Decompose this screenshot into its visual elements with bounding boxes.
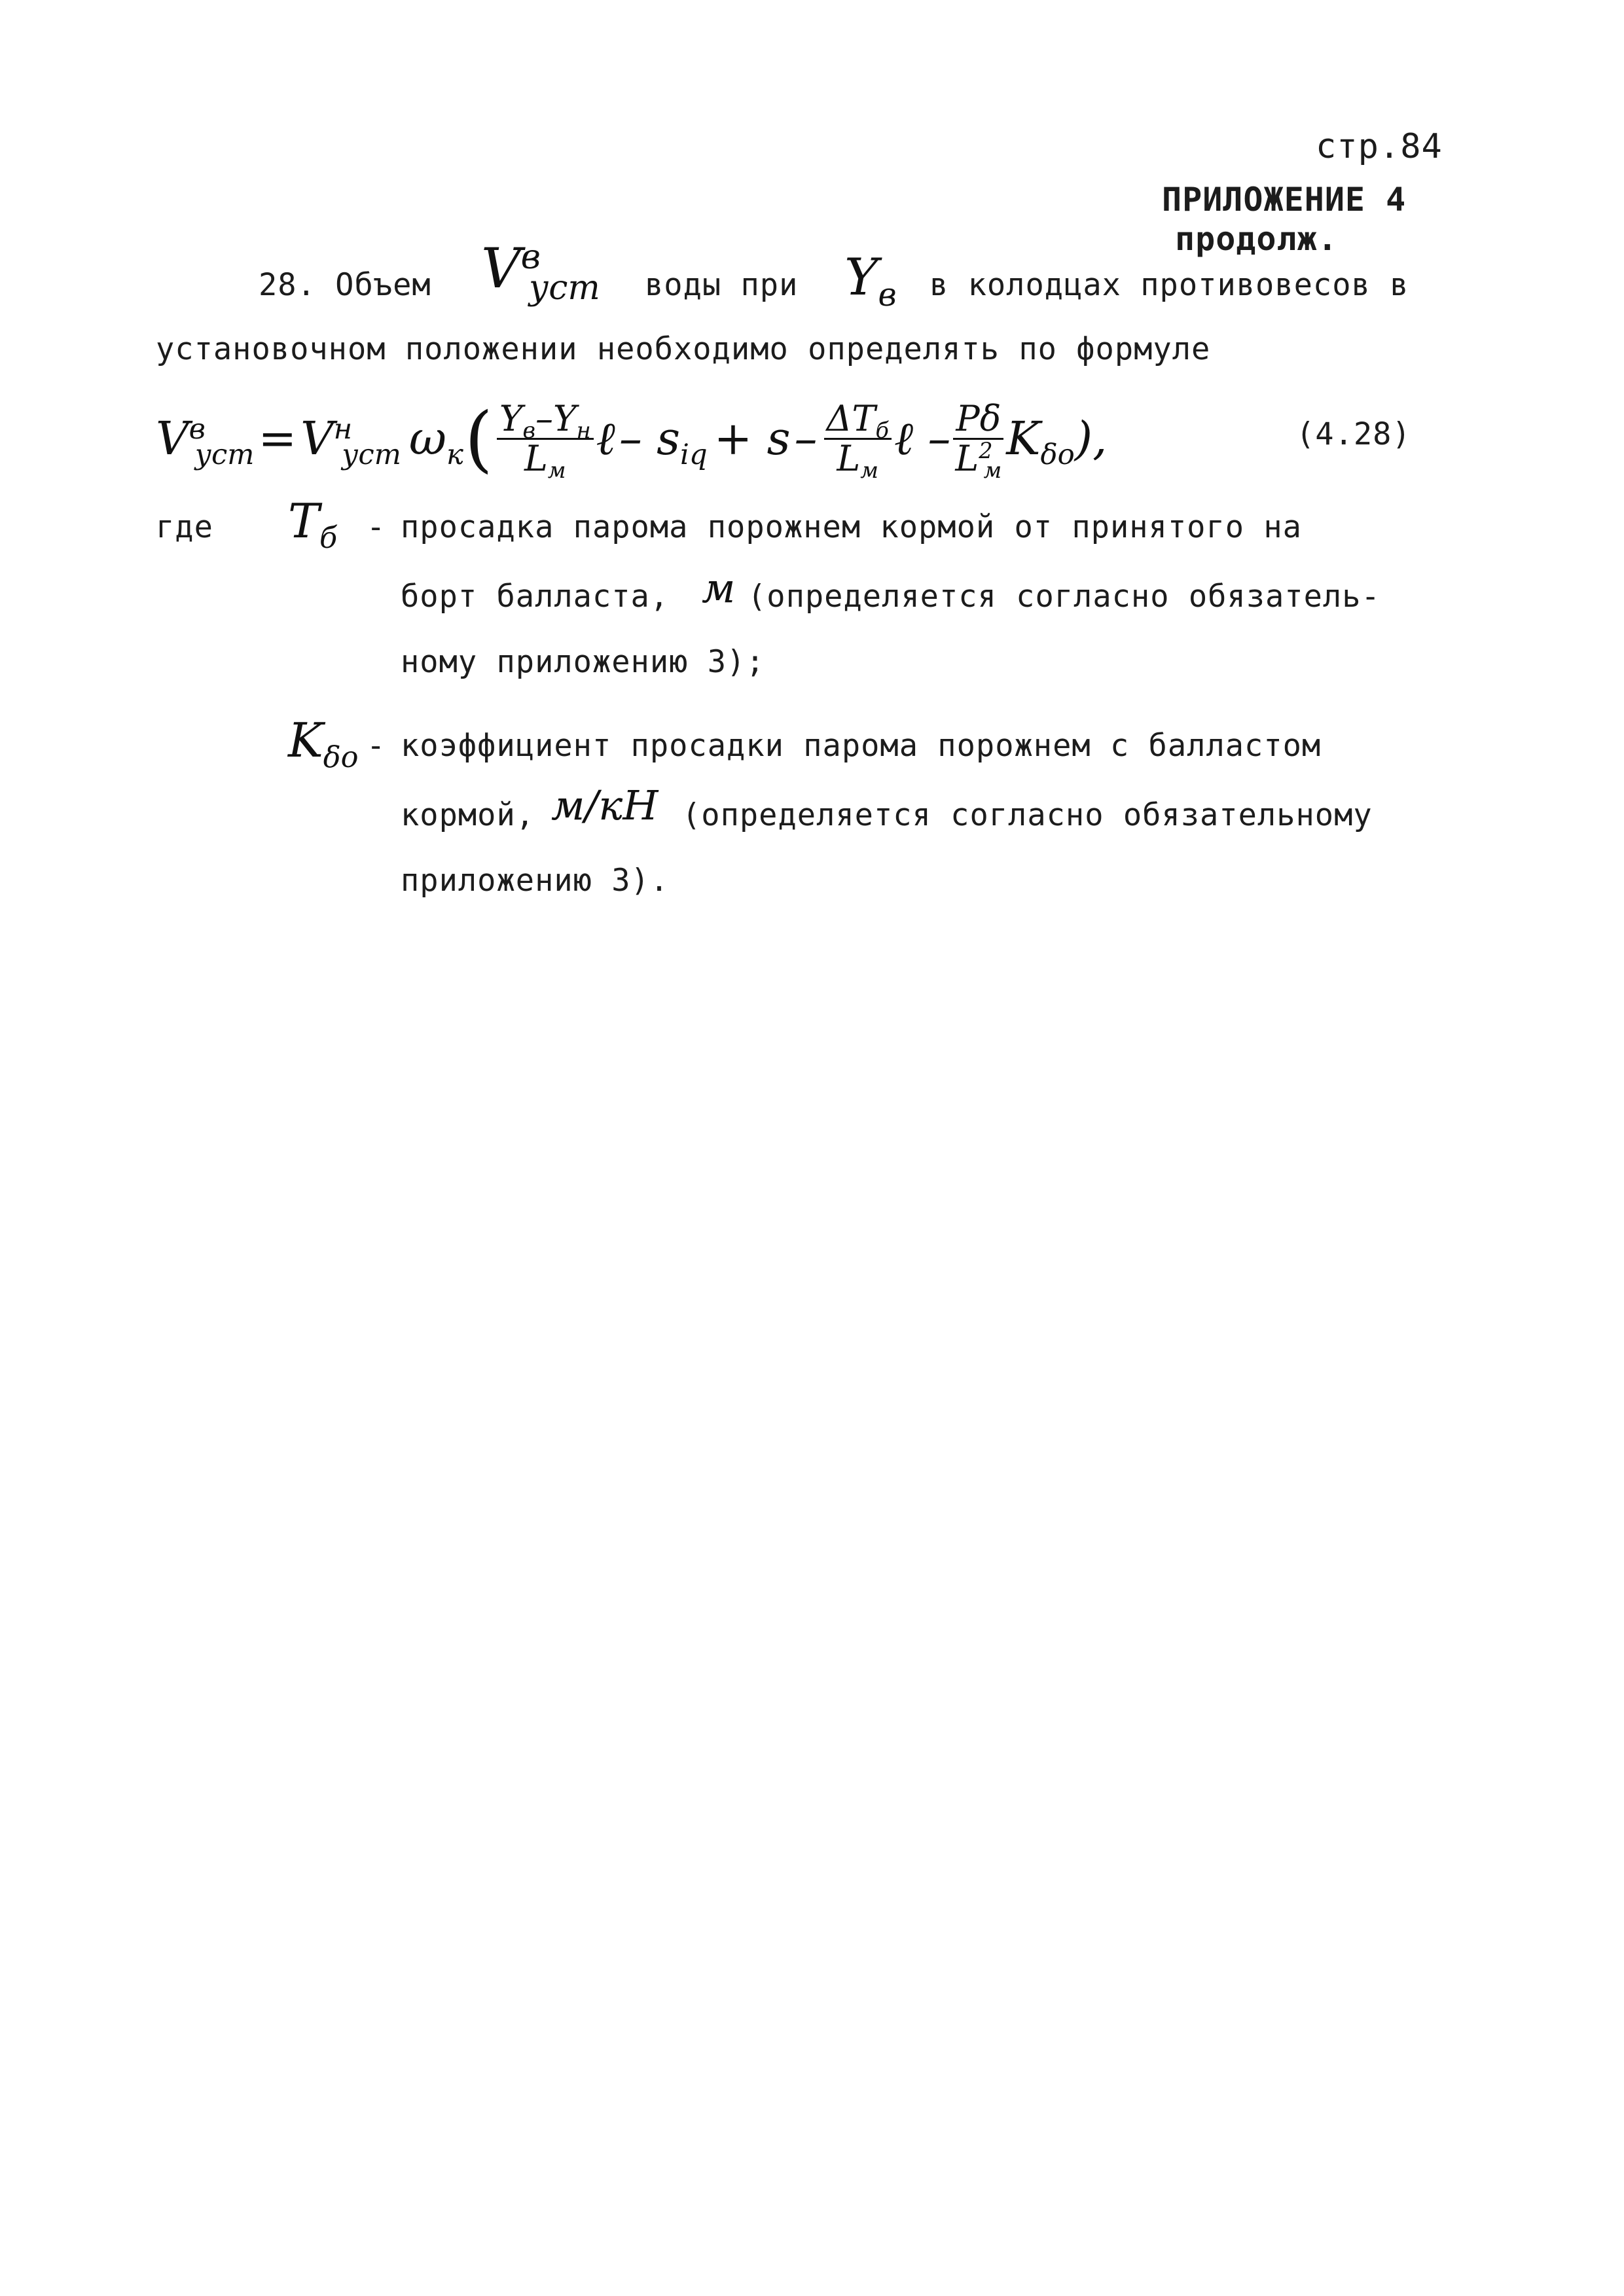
def-symbol-k: $K_{\delta o}$	[288, 713, 359, 774]
def-2-line-3: приложению 3).	[401, 863, 670, 899]
formula-number: (4.28)	[1296, 416, 1411, 452]
formula-lhs: $V^в_{уст}$	[156, 412, 255, 472]
def-1-line-1: просадка парома порожнем кормой от принятого на	[401, 509, 1302, 545]
def-symbol-t: $T_б$	[288, 493, 338, 555]
def-2-line-1: коэффициент просадки парома порожнем с балластом	[401, 728, 1322, 764]
continued-label: продолж.	[1175, 220, 1338, 258]
def-1-line-2b: (определяется согласно обязатель-	[748, 579, 1380, 615]
volume-symbol: $V^в_{уст}$	[481, 236, 600, 308]
fraction-ballast: $\frac{P\delta}{L^2_м}$	[953, 401, 1003, 476]
paragraph-text-1: воды при	[645, 267, 799, 303]
fraction-trim-change: $\frac{\Delta T_б}{L_м}$	[824, 401, 892, 476]
formula-4-28: $V^в_{уст}$ = $V^н_{уст}$ $\omega_к$ ( $\frac{Y_в-Y_н}{L_м}$ ℓ – $s_{iq}$ + s – $\frac{\Delta T_б}{L_м}$ ℓ – $\frac{P\delta}{L^2_м}$ $K_{\delta o}$ ),	[156, 397, 1108, 484]
where-label: где	[156, 509, 213, 545]
def-1-line-3: ному приложению 3);	[401, 644, 765, 680]
def-1-unit: м	[702, 564, 736, 612]
def-2-line-2b: (определяется согласно обязательному	[682, 797, 1373, 833]
formula-omega: $\omega_к$	[408, 412, 463, 472]
fraction-level-difference: $\frac{Y_в-Y_н}{L_м}$	[497, 401, 594, 476]
page-number: стр.84	[1316, 127, 1443, 166]
level-symbol: $Y_в$	[844, 248, 897, 314]
formula-v-h: $V^н_{уст}$	[300, 412, 401, 472]
def-2-unit: м/кН	[551, 781, 659, 829]
def-1-line-2a: борт балласта,	[401, 579, 670, 615]
paragraph-number: 28. Объем	[259, 267, 431, 303]
def-dash-1: -	[367, 509, 386, 545]
def-dash-2: -	[367, 728, 386, 764]
paragraph-line-2: установочном положении необходимо определять по формуле	[156, 331, 1211, 367]
appendix-title: ПРИЛОЖЕНИЕ 4	[1162, 181, 1407, 219]
def-2-line-2a: кормой,	[401, 797, 535, 833]
paragraph-text-2: в колодцах противовесов в	[929, 267, 1409, 303]
